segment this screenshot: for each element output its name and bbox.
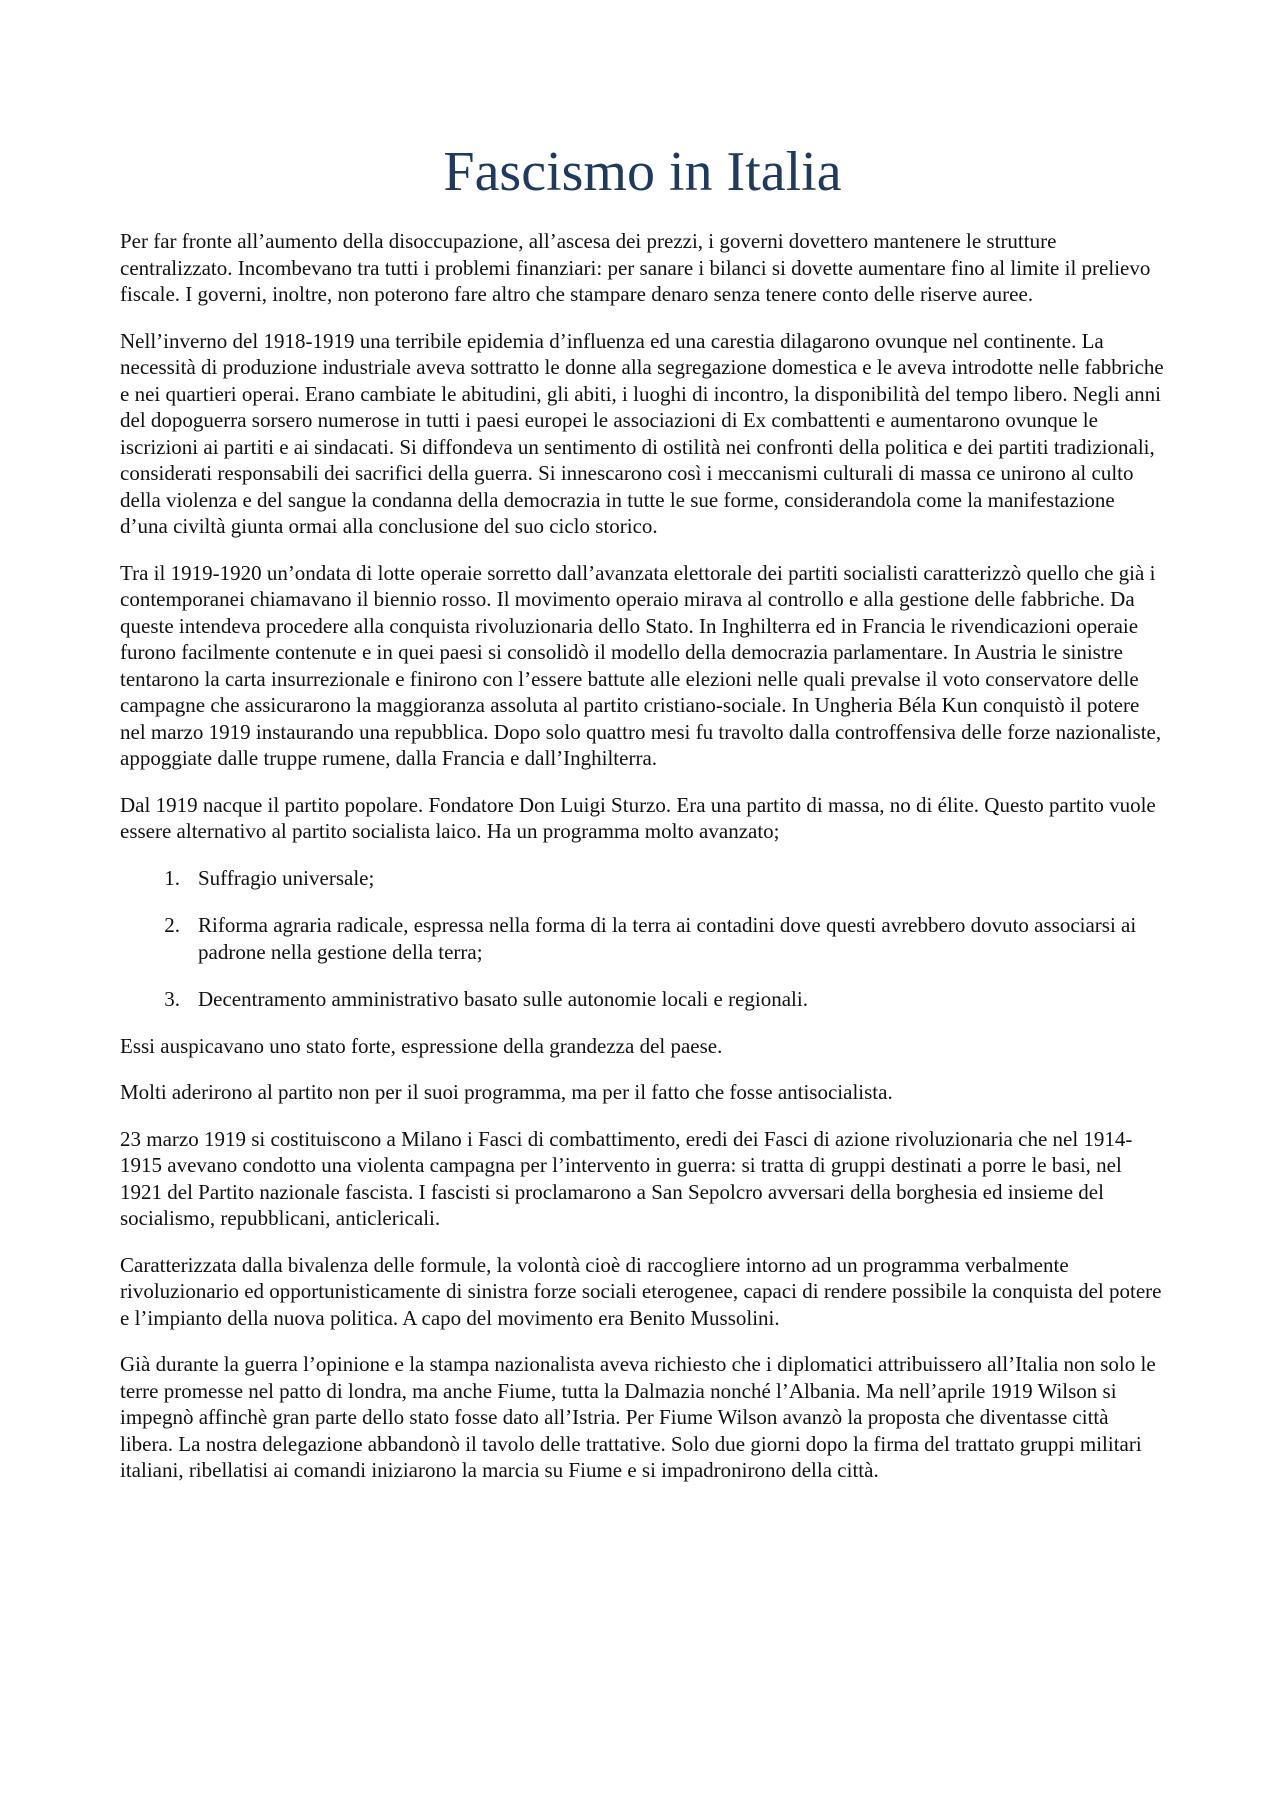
list-item-number: 1. [164,865,180,890]
list-item-text: Suffragio universale; [198,865,375,890]
document-page [120,140,1165,1504]
list-item [120,865,1165,892]
list-item-number: 2. [164,912,180,937]
list-item-text: Decentramento amministrativo basato sulle autonomie locali e regionali. [198,986,808,1011]
paragraph-bivalenza: Caratterizzata dalla bivalenza delle formule, la volontà cioè di raccogliere intorno ad un programma verbalmente rivoluzionario ed opportunisticamente di sinistra forze sociali eterogenee, capaci di rendere possibile la conquista del potere e l’impianto della nuova politica. A capo del movimento era Benito Mussolini. [120,1252,1162,1330]
list-item [120,912,1165,966]
list-item-text: Riforma agraria radicale, espressa nella forma di la terra ai contadini dove questi avrebbero dovuto associarsi ai padrone nella gestione della terra; [198,912,1137,964]
program-list [120,865,1165,1013]
paragraph-disoccupazione: Per far fronte all’aumento della disoccupazione, all’ascesa dei prezzi, i governi dovettero mantenere le strutture centralizzato. Incombevano tra tutti i problemi finanziari: per sanare i bilanci si dovette aumentare fino al limite il prelievo fiscale. I governi, inoltre, non poterono fare altro che stampare denaro senza tenere conto delle riserve auree. [120,229,1151,307]
paragraph-fasci-combattimento: 23 marzo 1919 si costituiscono a Milano i Fasci di combattimento, eredi dei Fasci di azione rivoluzionaria che nel 1914-1915 avevano condotto una violenta campagna per l’intervento in guerra: si tratta di gruppi destinati a porre le basi, nel 1921 del Partito nazionale fascista. I fascisti si proclamarono a San Sepolcro avversari della borghesia ed insieme del socialismo, repubblicani, anticlericali. [120,1126,1133,1231]
paragraph-biennio-rosso: Tra il 1919-1920 un’ondata di lotte operaie sorretto dall’avanzata elettorale dei partiti socialisti caratterizzò quello che già i contemporanei chiamavano il biennio rosso. Il movimento operaio mirava al controllo e alla gestione delle fabbriche. Da queste intendeva procedere alla conquista rivoluzionaria dello Stato. In Inghilterra ed in Francia le rivendicazioni operaie furono facilmente contenute e in quei paesi si consolidò il modello della democrazia parlamentare. In Austria le sinistre tentarono la carta insurrezionale e finirono con l’essere battute alle elezioni nelle quali prevalse il voto conservatore delle campagne che assicurarono la maggioranza assoluta al partito cristiano-sociale. In Ungheria Béla Kun conquistò il potere nel marzo 1919 instaurando una repubblica. Dopo solo quattro mesi fu travolto dalla controffensiva delle forze nazionaliste, appoggiate dalle truppe rumene, dalla Francia e dall’Inghilterra. [120,560,1162,771]
page-title: Fascismo in Italia [443,141,842,203]
paragraph-stato-forte: Essi auspicavano uno stato forte, espressione della grandezza del paese. [120,1033,723,1058]
paragraph-partito-popolare: Dal 1919 nacque il partito popolare. Fondatore Don Luigi Sturzo. Era una partito di massa, no di élite. Questo partito vuole essere alternativo al partito socialista laico. Ha un programma molto avanzato; [120,792,1156,844]
list-item [120,986,1165,1013]
paragraph-fiume: Già durante la guerra l’opinione e la stampa nazionalista aveva richiesto che i diplomatici attribuissero all’Italia non solo le terre promesse nel patto di londra, ma anche Fiume, tutta la Dalmazia nonché l’Albania. Ma nell’aprile 1919 Wilson si impegnò affinchè gran parte dello stato fosse dato all’Istria. Per Fiume Wilson avanzò la proposta che diventasse città libera. La nostra delegazione abbandonò il tavolo delle trattative. Solo due giorni dopo la firma del trattato gruppi militari italiani, ribellatisi ai comandi iniziarono la marcia su Fiume e si impadronirono della città. [120,1352,1156,1483]
list-item-number: 3. [164,986,180,1011]
paragraph-antisocialista: Molti aderirono al partito non per il suoi programma, ma per il fatto che fosse antisocialista. [120,1080,893,1105]
paragraph-inverno-1918: Nell’inverno del 1918-1919 una terribile epidemia d’influenza ed una carestia dilagarono ovunque nel continente. La necessità di produzione industriale aveva sottratto le donne alla segregazione domestica e le aveva introdotte nelle fabbriche e nei quartieri operai. Erano cambiate le abitudini, gli abiti, i luoghi di incontro, la disponibilità del tempo libero. Negli anni del dopoguerra sorsero numerose in tutti i paesi europei le associazioni di Ex combattenti e aumentarono ovunque le iscrizioni ai partiti e ai sindacati. Si diffondeva un sentimento di ostilità nei confronti della politica e dei partiti tradizionali, considerati responsabili dei sacrifici della guerra. Si innescarono così i meccanismi culturali di massa ce unirono al culto della violenza e del sangue la condanna della democrazia in tutte le sue forme, considerandola come la manifestazione d’una civiltà giunta ormai alla conclusione del suo ciclo storico. [120,328,1164,539]
